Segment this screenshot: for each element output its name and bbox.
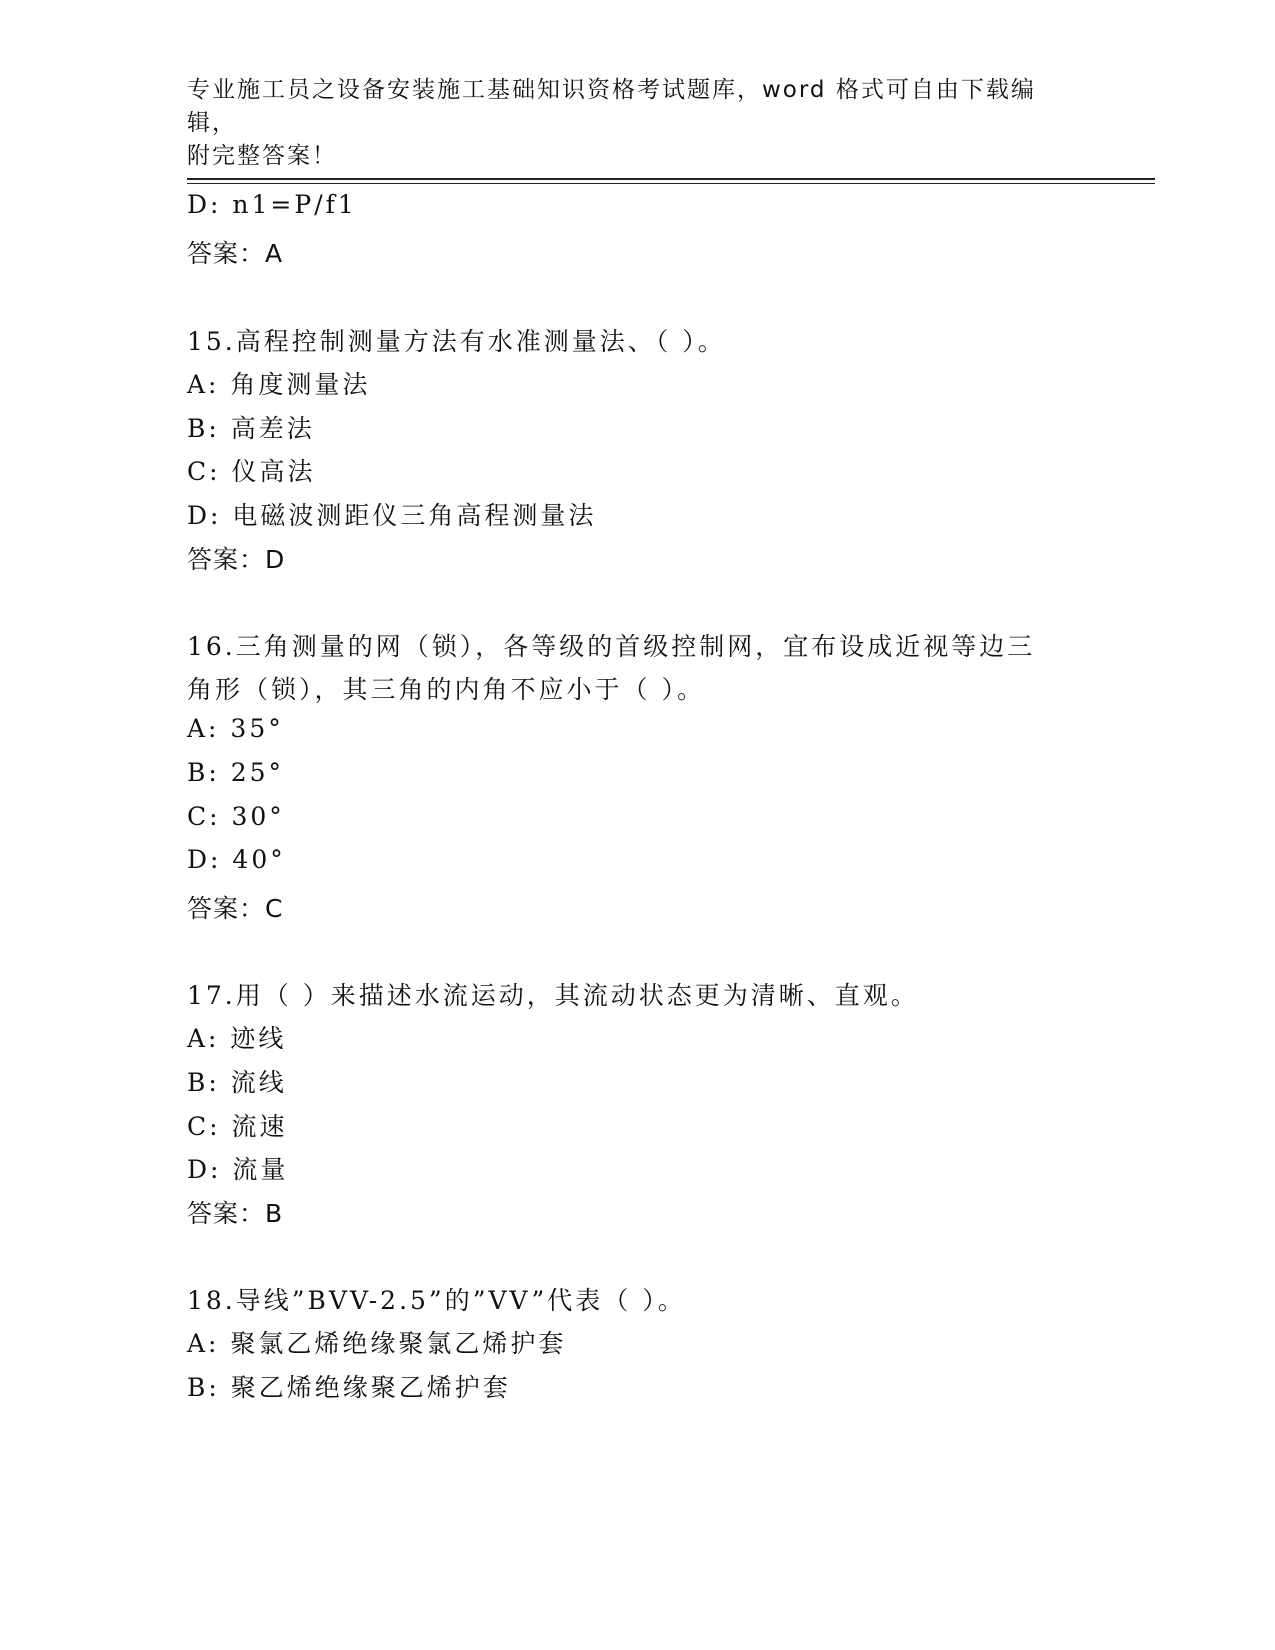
question-16-line-1: 16.三角测量的网（锁），各等级的首级控制网，宜布设成近视等边三 — [187, 632, 1036, 661]
option-c-q17: C: 流速 — [187, 1112, 288, 1141]
option-b-q17: B: 流线 — [187, 1068, 287, 1097]
header-divider-thin — [187, 183, 1155, 184]
option-b-q15: B: 高差法 — [187, 414, 315, 443]
answer-q15: 答案：D — [187, 545, 286, 574]
document-header — [187, 74, 1067, 173]
answer-q16: 答案：C — [187, 894, 284, 923]
question-18: 18.导线”BVV-2.5”的”VV”代表（ ）。 — [187, 1286, 686, 1315]
option-d-q17: D: 流量 — [187, 1155, 289, 1184]
option-a-q17: A: 迹线 — [187, 1024, 287, 1053]
question-15: 15.高程控制测量方法有水准测量法、（ ）。 — [187, 327, 726, 356]
header-line-1: 专业施工员之设备安装施工基础知识资格考试题库，word 格式可自由下载编辑， — [187, 77, 1036, 136]
option-c-q15: C: 仪高法 — [187, 457, 316, 486]
question-17: 17.用（ ）来描述水流运动，其流动状态更为清晰、直观。 — [187, 981, 919, 1010]
option-a-q18: A: 聚氯乙烯绝缘聚氯乙烯护套 — [187, 1329, 567, 1358]
option-a-q16: A: 35° — [187, 714, 284, 743]
option-d-q14: D: n1=P/f1 — [187, 190, 357, 219]
option-c-q16: C: 30° — [187, 802, 285, 831]
option-a-q15: A: 角度测量法 — [187, 370, 371, 399]
option-b-q16: B: 25° — [187, 758, 285, 787]
answer-q17: 答案：B — [187, 1199, 284, 1228]
answer-q14: 答案：A — [187, 239, 284, 268]
header-divider-thick — [187, 178, 1155, 180]
question-16-line-2: 角形（锁），其三角的内角不应小于（ ）。 — [187, 675, 705, 704]
header-line-2: 附完整答案！ — [187, 143, 337, 169]
option-d-q16: D: 40° — [187, 845, 286, 874]
option-b-q18: B: 聚乙烯绝缘聚乙烯护套 — [187, 1373, 511, 1402]
option-d-q15: D: 电磁波测距仪三角高程测量法 — [187, 501, 597, 530]
